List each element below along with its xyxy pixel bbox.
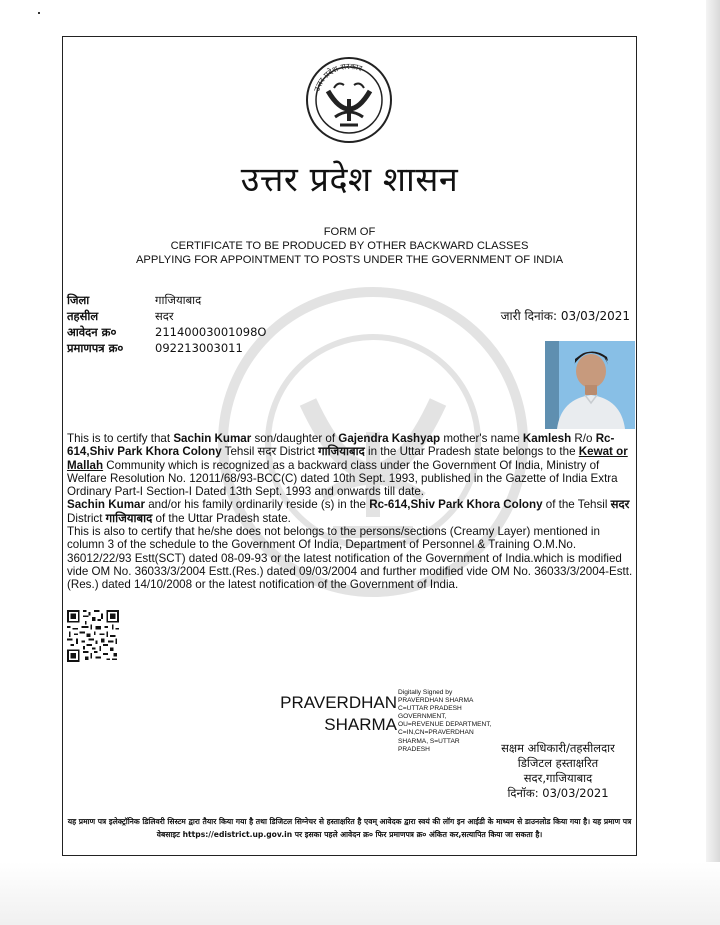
district-name: गाजियाबाद [105, 511, 153, 525]
authority-office: सदर,गाजियाबाद [523, 771, 593, 785]
bottom-margin [0, 862, 720, 925]
detail-value: गाजियाबाद [155, 293, 202, 307]
form-heading-line2: CERTIFICATE TO BE PRODUCED BY OTHER BACKWARD CLASSES [170, 240, 529, 252]
stray-dot [38, 12, 40, 14]
page-title: उत्तर प्रदेश शासन [240, 160, 459, 200]
page-edge-shadow [706, 0, 720, 925]
text-segment: son/daughter of [251, 432, 339, 445]
text-segment: R/o [571, 432, 596, 445]
form-heading [63, 225, 636, 267]
text-segment: of the Uttar Pradesh state. [152, 511, 291, 525]
applicant-name: Sachin Kumar [173, 432, 252, 445]
district-name: गाजियाबाद [318, 445, 365, 459]
text-segment: This is to certify that [67, 432, 174, 445]
applicant-photo [545, 341, 635, 429]
digital-signature-details: Digitally Signed by PRAVERDHAN SHARMA C=UTTAR PRADESH GOVERNMENT, OU=REVENUE DEPARTMENT, C=IN,CN=PRAVERDHAN SHARMA, S=UTTAR PRADESH [398, 689, 492, 753]
issue-date: जारी दिनांक: 03/03/2021 [500, 309, 630, 323]
certificate-body [67, 432, 635, 592]
detail-value: 21140003001098O [155, 325, 267, 339]
form-heading-line1: FORM OF [323, 226, 376, 238]
up-government-emblem-icon [304, 55, 394, 145]
signatory-name-line2: SHARMA [324, 715, 397, 734]
certificate-sheet [62, 36, 637, 856]
detail-value: सदर [155, 309, 174, 323]
applicant-address: Rc-614,Shiv Park Khora Colony [67, 432, 615, 459]
authority-digital-signed: डिजिटल हस्ताक्षरित [517, 756, 599, 770]
father-name: Gajendra Kashyap [338, 432, 441, 445]
qr-code-icon[interactable] [67, 610, 119, 662]
detail-label: प्रमाणपत्र क्र० [67, 341, 124, 355]
footer-note: यह प्रमाण पत्र इलेक्ट्रॉनिक डिलिवरी सिस्टम द्वारा तैयार किया गया है तथा डिजिटल सिग्नेचर से हस्ताक्षरित है एवम् आवेदक द्वारा स्वयं की लॉग इन आईडी के माध्यम से डाउनलोड किया गया है। यह प्रमाण पत्र वेबसाइट https://edistrict.up.gov.in पर इसका पहले आवेदन क्र० फिर प्रमाणपत्र क्र० अंकित कर,सत्यापित किया जा सकता है। [67, 817, 632, 839]
applicant-name: Sachin Kumar [67, 498, 145, 512]
applicant-photo-icon [545, 341, 635, 429]
text-segment: mother's name [440, 432, 523, 445]
paragraph-residence [67, 498, 635, 525]
paragraph-creamy-layer: This is also to certify that he/she does not belongs to the persons/sections (Creamy Layer) mentioned in column 3 of the schedule to the Government Of India, Department of Personnel & Training O.M.No. 36012/22/93 Estt(SCT) dated 08-09-93 or the latest notification of the Government of India.which is modified vide OM No. 36033/3/2004 Estt.(Res.) dated 09/03/2004 and further modified vide OM No. 36033/3/2004-Estt. (Res.) dated 14/10/2008 or the latest notification of the Government of India. [67, 525, 633, 592]
text-segment: in the Uttar Pradesh state belongs to the [364, 445, 579, 459]
detail-label: आवेदन क्र० [67, 325, 117, 339]
caste-name: Kewat or Mallah [67, 445, 628, 472]
text-segment: Community which is recognized as a backward class under the Government Of India, Ministry of Welfare Resolution No. 12011/68/93-BCC(C) dated 10th Sept. 1993, published in the Gazette of India Extra Ordinary Part-I Section-I Dated 13th Sept. 1993 and onwards till date. [67, 458, 618, 499]
text-segment: District [67, 511, 106, 525]
text-segment: and/or his family ordinarily reside (s) in the [144, 498, 370, 512]
emblem-text: उत्तर प्रदेश सरकार [312, 61, 364, 93]
form-heading-line3: APPLYING FOR APPOINTMENT TO POSTS UNDER THE GOVERNMENT OF INDIA [135, 254, 564, 266]
text-segment: of the Tehsil [542, 498, 611, 512]
authority-designation: सक्षम अधिकारी/तहसीलदार [501, 741, 615, 755]
applicant-address: Rc-614,Shiv Park Khora Colony [369, 498, 543, 512]
detail-label: जिला [67, 293, 90, 307]
paragraph-certify [67, 432, 635, 498]
detail-value: 092213003011 [155, 341, 243, 355]
authority-block [483, 741, 633, 801]
signatory-name-line1: PRAVERDHAN [280, 693, 397, 712]
mother-name: Kamlesh [522, 432, 572, 445]
tehsil-name: सदर [610, 498, 630, 512]
authority-date: दिनॉक: 03/03/2021 [507, 786, 609, 800]
signatory-name [279, 692, 397, 736]
detail-label: तहसील [67, 309, 99, 323]
text-segment: Tehsil सदर District [221, 445, 319, 459]
